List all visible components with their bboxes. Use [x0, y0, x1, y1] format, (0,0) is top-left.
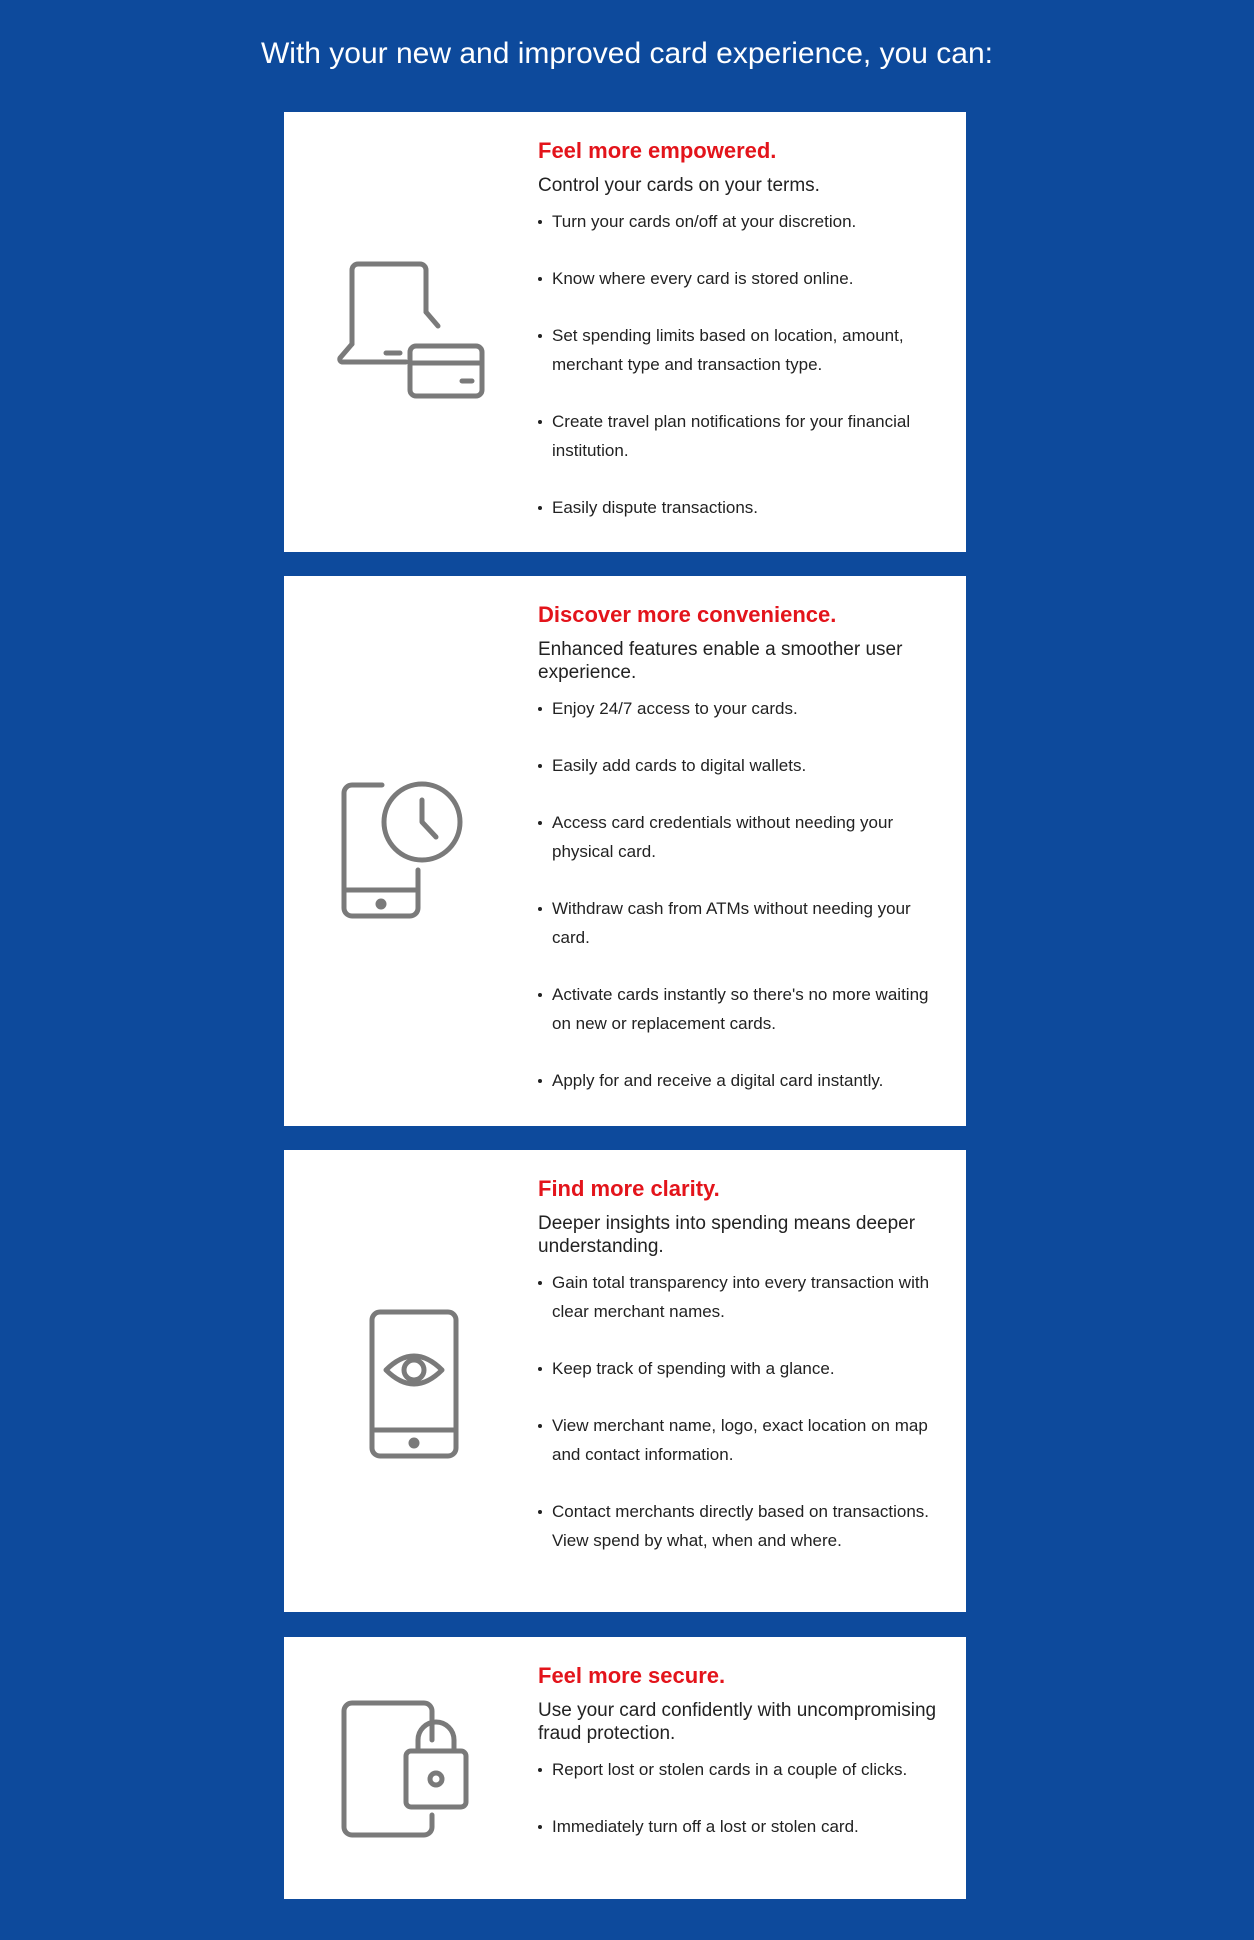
feature-list: [538, 694, 938, 1095]
list-item: Apply for and receive a digital card instantly.: [538, 1066, 938, 1095]
phone-eye-icon: [334, 1302, 494, 1462]
card-title: Feel more empowered.: [538, 138, 777, 163]
list-item: Gain total transparency into every transaction with clear merchant names.: [538, 1268, 938, 1326]
card-title: Discover more convenience.: [538, 602, 837, 627]
list-item: Immediately turn off a lost or stolen card.: [538, 1812, 938, 1841]
feature-list: [538, 1268, 938, 1555]
page-heading: With your new and improved card experience, you can:: [260, 37, 994, 70]
feature-card-clarity: [284, 1150, 966, 1612]
list-item: Set spending limits based on location, amount, merchant type and transaction type.: [538, 321, 938, 379]
card-subtitle: Enhanced features enable a smoother user experience.: [538, 639, 903, 683]
list-item: Create travel plan notifications for your financial institution.: [538, 407, 938, 465]
laptop-card-icon: [334, 250, 494, 410]
card-subtitle: Use your card confidently with uncompromising fraud protection.: [538, 1700, 937, 1744]
list-item: Report lost or stolen cards in a couple of clicks.: [538, 1755, 938, 1784]
feature-card-secure: [284, 1637, 966, 1899]
list-item: Turn your cards on/off at your discretion.: [538, 207, 938, 236]
list-item: Easily add cards to digital wallets.: [538, 751, 938, 780]
list-item: Access card credentials without needing your physical card.: [538, 808, 938, 866]
card-title: Find more clarity.: [538, 1176, 720, 1201]
list-item: Know where every card is stored online.: [538, 264, 938, 293]
card-content: [538, 600, 938, 1095]
card-title: Feel more secure.: [538, 1663, 726, 1688]
feature-list: [538, 207, 938, 522]
phone-lock-icon: [334, 1685, 494, 1845]
list-item: Contact merchants directly based on transactions. View spend by what, when and where.: [538, 1497, 938, 1555]
list-item: Keep track of spending with a glance.: [538, 1354, 938, 1383]
list-item: Activate cards instantly so there's no more waiting on new or replacement cards.: [538, 980, 938, 1038]
feature-card-empowered: [284, 112, 966, 552]
list-item: Withdraw cash from ATMs without needing your card.: [538, 894, 938, 952]
card-subtitle: Control your cards on your terms.: [538, 175, 820, 196]
card-content: [538, 136, 938, 522]
card-subtitle: Deeper insights into spending means deeper understanding.: [538, 1213, 916, 1257]
list-item: Easily dispute transactions.: [538, 493, 938, 522]
card-content: [538, 1174, 938, 1555]
list-item: View merchant name, logo, exact location on map and contact information.: [538, 1411, 938, 1469]
feature-card-convenience: [284, 576, 966, 1126]
card-content: [538, 1661, 938, 1841]
list-item: Enjoy 24/7 access to your cards.: [538, 694, 938, 723]
phone-clock-icon: [334, 770, 494, 930]
feature-list: [538, 1755, 938, 1841]
